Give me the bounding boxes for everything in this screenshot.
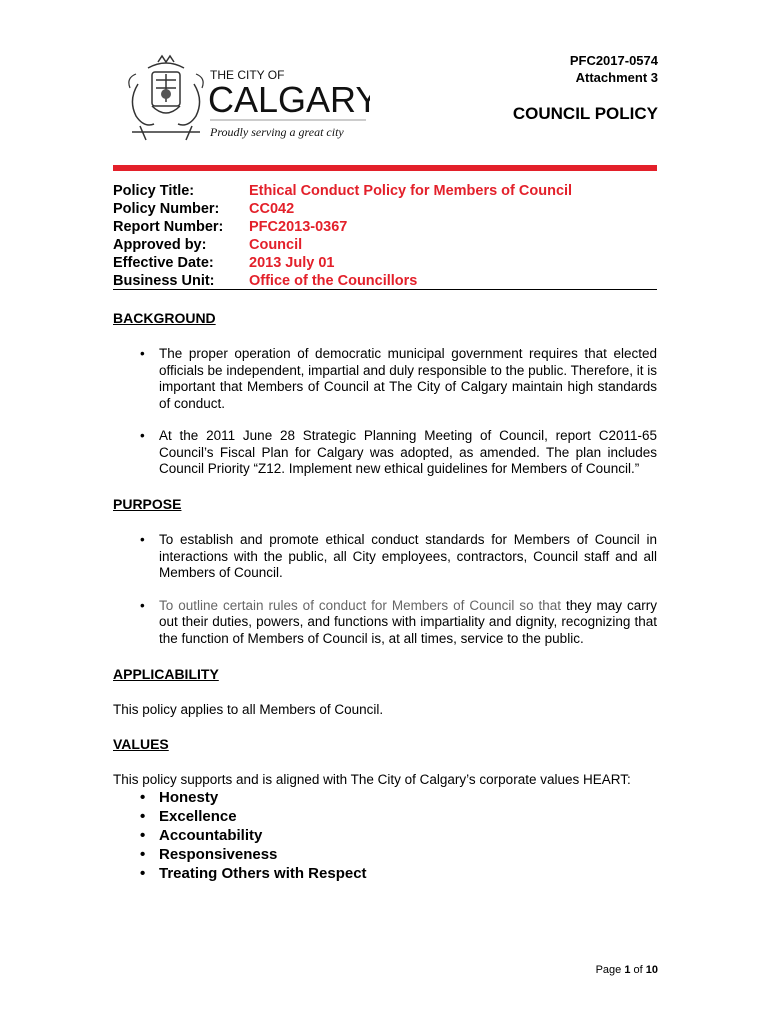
purpose-list — [140, 532, 657, 663]
background-list — [140, 346, 657, 494]
page-prefix: Page — [595, 964, 625, 976]
city-crest-icon — [118, 54, 370, 150]
ref-number: PFC2017-0574 — [569, 53, 658, 68]
list-item: • Excellence — [140, 807, 367, 826]
metadata-underline — [113, 289, 657, 290]
list-item — [140, 598, 657, 648]
section-heading-applicability: APPLICABILITY — [113, 666, 219, 682]
list-item: • To establish and promote ethical conduct standards for Members of Council in interactions with the public, all City employees, contractors, Council staff and all Members of Council. — [140, 532, 657, 582]
meta-row-number — [113, 200, 572, 218]
logo-tagline: Proudly serving a great city — [210, 125, 344, 139]
section-heading-purpose: PURPOSE — [113, 496, 182, 512]
gray-text: To outline certain rules of conduct for Members of Council so that — [159, 597, 562, 613]
list-item: • Responsiveness — [140, 845, 367, 864]
policy-metadata — [113, 182, 572, 290]
list-item: • Treating Others with Respect — [140, 864, 367, 883]
list-item: • Accountability — [140, 826, 367, 845]
meta-label: Policy Title: — [113, 183, 195, 199]
meta-value: Ethical Conduct Policy for Members of Council — [249, 183, 573, 199]
applicability-text: This policy applies to all Members of Council. — [113, 702, 384, 717]
meta-value: 2013 July 01 — [249, 255, 335, 271]
meta-label: Effective Date: — [113, 255, 214, 271]
red-divider — [113, 165, 657, 171]
values-intro: This policy supports and is aligned with The City of Calgary’s corporate values HEART: — [113, 772, 631, 787]
heart-values-list — [140, 788, 367, 883]
meta-row-report — [113, 218, 572, 236]
list-item: • Honesty — [140, 788, 367, 807]
page-number — [596, 964, 658, 976]
meta-label: Approved by: — [113, 237, 207, 253]
attachment-label: Attachment 3 — [575, 70, 658, 85]
list-item: • The proper operation of democratic municipal government requires that elected officials be independent, impartial and duly responsible to the public. Therefore, it is important that Members of Council at The City of Calgary maintain high standards of conduct. — [140, 346, 657, 412]
section-heading-values: VALUES — [113, 736, 169, 752]
page-current: 1 — [624, 964, 631, 976]
document-reference — [570, 52, 658, 86]
meta-value: Office of the Councillors — [249, 273, 418, 289]
logo-line1: THE CITY OF — [210, 68, 285, 82]
meta-value: PFC2013-0367 — [249, 219, 348, 235]
list-item: • At the 2011 June 28 Strategic Planning Meeting of Council, report C2011-65 Council’s Fiscal Plan for Calgary was adopted, as amended. The plan includes Council Priority “Z12. Implement new ethical guidelines for Members of Council.” — [140, 428, 657, 478]
page-of: of — [630, 964, 646, 976]
meta-value: Council — [249, 237, 303, 253]
meta-row-effective — [113, 254, 572, 272]
logo-line2: CALGARY — [208, 79, 370, 120]
meta-value: CC042 — [249, 201, 295, 217]
city-of-calgary-logo — [118, 54, 370, 150]
meta-label: Report Number: — [113, 219, 224, 235]
section-heading-background: BACKGROUND — [113, 310, 216, 326]
meta-label: Policy Number: — [113, 201, 220, 217]
meta-label: Business Unit: — [113, 273, 215, 289]
page-total: 10 — [645, 964, 658, 976]
page-title: COUNCIL POLICY — [512, 104, 658, 123]
meta-row-unit — [113, 272, 572, 290]
meta-row-title — [113, 182, 572, 200]
meta-row-approved — [113, 236, 572, 254]
list-item-text: they may carry out their duties, powers, and functions with impartiality and dignity, recognizing that the function of Members of Council is, at all times, service to the public. — [159, 597, 657, 646]
